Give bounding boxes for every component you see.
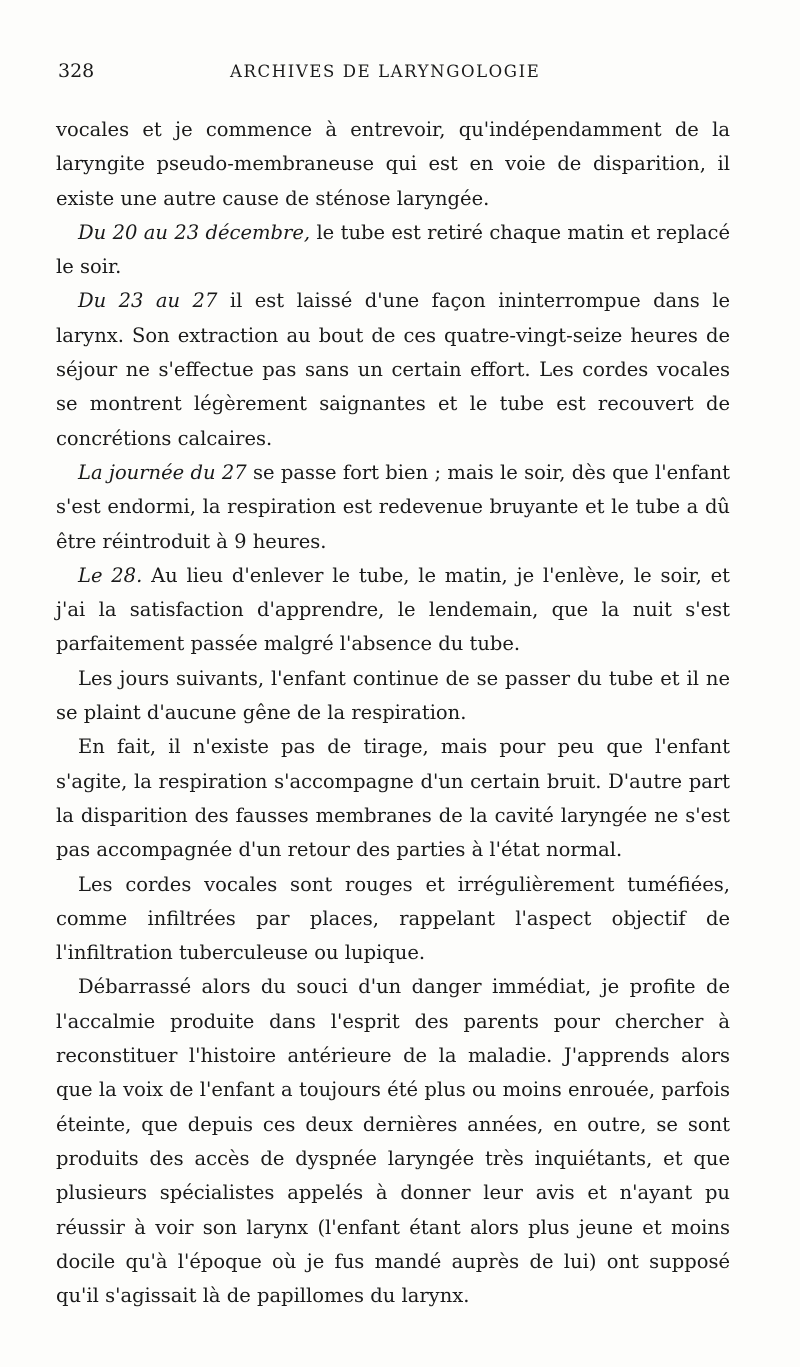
paragraph-text: En fait, il n'existe pas de tirage, mais pour peu que l'enfant s'agite, la respiration s'accompagne d'un certain bruit. D'autre part la disparition des fausses membranes de la cavité laryngée ne s'est pas accompagnée d'un retour des parties à l'état normal. <box>56 735 730 862</box>
body-text <box>56 113 730 1313</box>
paragraph <box>56 284 730 455</box>
paragraph-text: Les jours suivants, l'enfant continue de se passer du tube et il ne se plaint d'aucune gêne de la respiration. <box>56 666 730 725</box>
paragraph <box>56 456 730 559</box>
date-lead: Du 23 au 27 <box>78 289 218 313</box>
paragraph <box>56 559 730 662</box>
date-lead: La journée du 27 <box>78 460 247 484</box>
paragraph-text: se passe fort bien ; mais le soir, dès que l'enfant s'est endormi, la respiration est redevenue bruyante et le tube a dû être réintroduit à 9 heures. <box>56 460 730 553</box>
paragraph-text: Au lieu d'enlever le tube, le matin, je l'enlève, le soir, et j'ai la satisfaction d'apprendre, le lendemain, que la nuit s'est parfaitement passée malgré l'absence du tube. <box>56 563 730 656</box>
paragraph <box>56 868 730 971</box>
page-number: 328 <box>58 60 95 82</box>
paragraph <box>56 113 730 216</box>
paragraph-text: Débarrassé alors du souci d'un danger immédiat, je profite de l'accalmie produite dans l'esprit des parents pour chercher à reconstituer l'histoire antérieure de la maladie. J'apprends alors que la voix de l'enfant a toujours été plus ou moins enrouée, parfois éteinte, que depuis ces deux dernières années, en outre, se sont produits des accès de dyspnée laryngée très inquiétants, et que plusieurs spécialistes appelés à donner leur avis et n'ayant pu réussir à voir son larynx (l'enfant étant alors plus jeune et moins docile qu'à l'époque où je fus mandé auprès de lui) ont supposé qu'il s'agissait là de papillomes du larynx. <box>56 975 730 1308</box>
paragraph-text: il est laissé d'une façon ininterrompue dans le larynx. Son extraction au bout de ces quatre-vingt-seize heures de séjour ne s'effectue pas sans un certain effort. Les cordes vocales se montrent légèrement saignantes et le tube est recouvert de concrétions calcaires. <box>56 289 730 450</box>
paragraph-text: le tube est retiré chaque matin et replacé le soir. <box>56 220 730 279</box>
date-lead: Du 20 au 23 décembre, <box>78 220 311 244</box>
paragraph <box>56 662 730 731</box>
paragraph-text: vocales et je commence à entrevoir, qu'indépendamment de la laryngite pseudo-membraneuse qui est en voie de disparition, il existe une autre cause de sténose laryngée. <box>56 118 730 210</box>
paragraph <box>56 216 730 285</box>
paragraph <box>56 970 730 1313</box>
paragraph <box>56 730 730 867</box>
running-head <box>56 54 730 94</box>
paragraph-text: Les cordes vocales sont rouges et irrégulièrement tuméfiées, comme infiltrées par places, rappelant l'aspect objectif de l'infiltration tuberculeuse ou lupique. <box>56 872 730 965</box>
journal-title: ARCHIVES DE LARYNGOLOGIE <box>230 62 541 81</box>
date-lead: Le 28. <box>78 563 143 587</box>
